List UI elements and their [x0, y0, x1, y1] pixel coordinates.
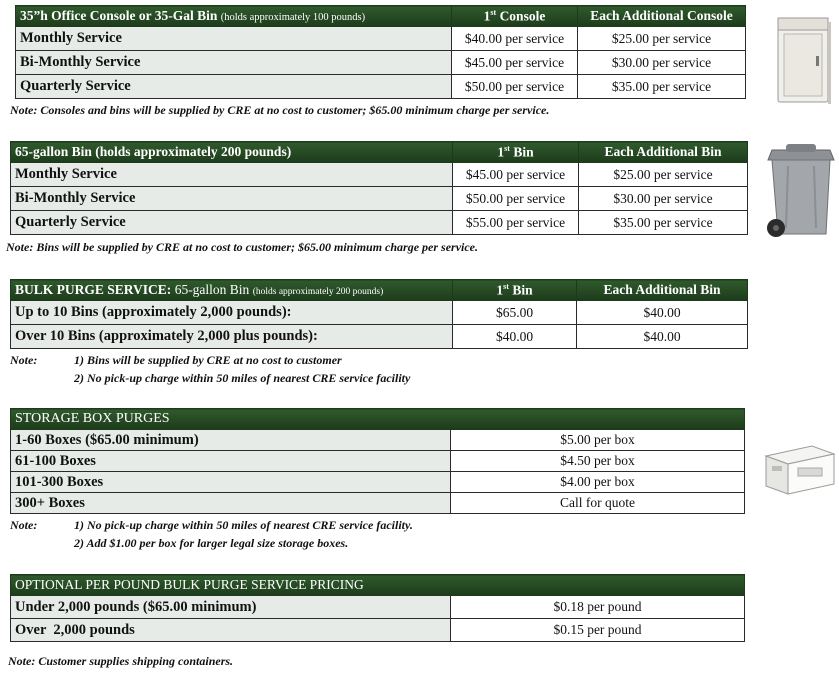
note-prefix: Note:	[10, 518, 38, 532]
table-row	[16, 51, 746, 75]
storage-note	[10, 516, 413, 552]
additional-price: $35.00 per service	[578, 75, 746, 99]
additional-price: $40.00	[577, 301, 748, 325]
table-row	[11, 451, 745, 472]
pound-price: $0.18 per pound	[451, 596, 745, 619]
table-title: 35”h Office Console or 35-Gal Bin (holds approximately 100 pounds)	[16, 6, 452, 27]
column-header-first: 1st Bin	[453, 280, 577, 301]
row-label: Monthly Service	[11, 163, 453, 187]
note-line: 1) No pick-up charge within 50 miles of nearest CRE service facility.	[74, 518, 413, 532]
bulk-note	[10, 351, 410, 387]
table-row	[11, 301, 748, 325]
table-title: BULK PURGE SERVICE: 65-gallon Bin (holds approximately 200 pounds)	[11, 280, 453, 301]
table-row	[11, 430, 745, 451]
first-price: $50.00 per service	[453, 187, 579, 211]
additional-price: $25.00 per service	[578, 27, 746, 51]
row-label: Quarterly Service	[16, 75, 452, 99]
row-label: Over 2,000 pounds	[11, 619, 451, 642]
storage-box-image	[762, 442, 836, 496]
table-row	[11, 493, 745, 514]
row-label: 101-300 Boxes	[11, 472, 451, 493]
table-header	[11, 409, 745, 430]
storage-box-table	[10, 408, 745, 514]
row-label: Monthly Service	[16, 27, 452, 51]
additional-price: $30.00 per service	[578, 51, 746, 75]
table-header	[11, 142, 748, 163]
table-row	[11, 211, 748, 235]
additional-price: $30.00 per service	[579, 187, 748, 211]
per-pound-table	[10, 574, 745, 642]
note-line: 2) Add $1.00 per box for larger legal size storage boxes.	[74, 536, 349, 550]
table-header	[11, 280, 748, 301]
rolling-bin-image	[766, 138, 836, 240]
first-price: $55.00 per service	[453, 211, 579, 235]
row-label: 1-60 Boxes ($65.00 minimum)	[11, 430, 451, 451]
column-header-first: 1st Console	[452, 6, 578, 27]
column-header-first: 1st Bin	[453, 142, 579, 163]
console-note: Note: Consoles and bins will be supplied by CRE at no cost to customer; $65.00 minimum charge per service.	[10, 103, 550, 117]
first-price: $40.00	[453, 325, 577, 349]
first-price: $50.00 per service	[452, 75, 578, 99]
table-title: STORAGE BOX PURGES	[11, 409, 745, 430]
table-row	[16, 27, 746, 51]
table-row	[11, 187, 748, 211]
bin-pricing-table	[10, 141, 748, 235]
table-row	[16, 75, 746, 99]
table-title: OPTIONAL PER POUND BULK PURGE SERVICE PRICING	[11, 575, 745, 596]
column-header-additional: Each Additional Console	[578, 6, 746, 27]
bulk-purge-table	[10, 279, 748, 349]
table-header	[11, 575, 745, 596]
box-price: $4.00 per box	[451, 472, 745, 493]
column-header-additional: Each Additional Bin	[577, 280, 748, 301]
office-console-image	[776, 16, 832, 106]
row-label: Over 10 Bins (approximately 2,000 plus pounds):	[11, 325, 453, 349]
bin-note: Note: Bins will be supplied by CRE at no cost to customer; $65.00 minimum charge per service.	[6, 240, 479, 254]
row-label: 300+ Boxes	[11, 493, 451, 514]
table-row	[11, 325, 748, 349]
first-price: $45.00 per service	[452, 51, 578, 75]
console-pricing-table	[15, 5, 746, 99]
table-row	[11, 619, 745, 642]
box-price: $5.00 per box	[451, 430, 745, 451]
box-price: Call for quote	[451, 493, 745, 514]
pound-price: $0.15 per pound	[451, 619, 745, 642]
table-row	[11, 163, 748, 187]
pound-note: Note: Customer supplies shipping containers.	[8, 654, 234, 668]
additional-price: $25.00 per service	[579, 163, 748, 187]
table-title: 65-gallon Bin (holds approximately 200 pounds)	[11, 142, 453, 163]
row-label: Bi-Monthly Service	[11, 187, 453, 211]
box-price: $4.50 per box	[451, 451, 745, 472]
row-label: Up to 10 Bins (approximately 2,000 pounds):	[11, 301, 453, 325]
first-price: $40.00 per service	[452, 27, 578, 51]
note-line: 1) Bins will be supplied by CRE at no cost to customer	[74, 353, 342, 367]
additional-price: $35.00 per service	[579, 211, 748, 235]
row-label: Bi-Monthly Service	[16, 51, 452, 75]
table-header	[16, 6, 746, 27]
first-price: $65.00	[453, 301, 577, 325]
row-label: Quarterly Service	[11, 211, 453, 235]
first-price: $45.00 per service	[453, 163, 579, 187]
table-row	[11, 472, 745, 493]
note-line: 2) No pick-up charge within 50 miles of nearest CRE service facility	[74, 371, 411, 385]
additional-price: $40.00	[577, 325, 748, 349]
note-prefix: Note:	[10, 353, 38, 367]
table-row	[11, 596, 745, 619]
row-label: 61-100 Boxes	[11, 451, 451, 472]
row-label: Under 2,000 pounds ($65.00 minimum)	[11, 596, 451, 619]
column-header-additional: Each Additional Bin	[579, 142, 748, 163]
